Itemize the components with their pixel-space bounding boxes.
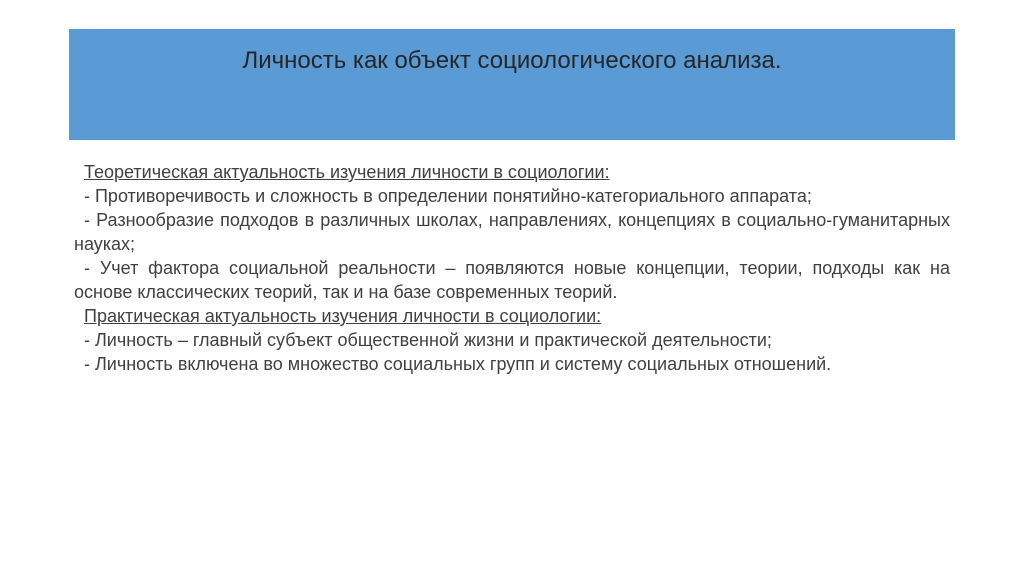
title-band	[69, 29, 955, 140]
theoretical-item-1: - Противоречивость и сложность в определении понятийно-категориального аппарата;	[84, 186, 812, 206]
practical-heading: Практическая актуальность изучения личности в социологии:	[84, 306, 602, 326]
practical-item-1: - Личность – главный субъект общественной жизни и практической деятельности;	[84, 330, 772, 350]
slide-body	[74, 160, 950, 376]
theoretical-item-3: - Учет фактора социальной реальности – появляются новые концепции, теории, подходы как на основе классических теорий, так и на базе современных теорий.	[74, 258, 950, 302]
slide-title: Личность как объект социологического анализа.	[242, 47, 782, 74]
theoretical-heading: Теоретическая актуальность изучения личности в социологии:	[84, 162, 610, 182]
theoretical-item-2: - Разнообразие подходов в различных школах, направлениях, концепциях в социально-гуманитарных науках;	[74, 210, 950, 254]
practical-item-2: - Личность включена во множество социальных групп и систему социальных отношений.	[84, 354, 832, 374]
